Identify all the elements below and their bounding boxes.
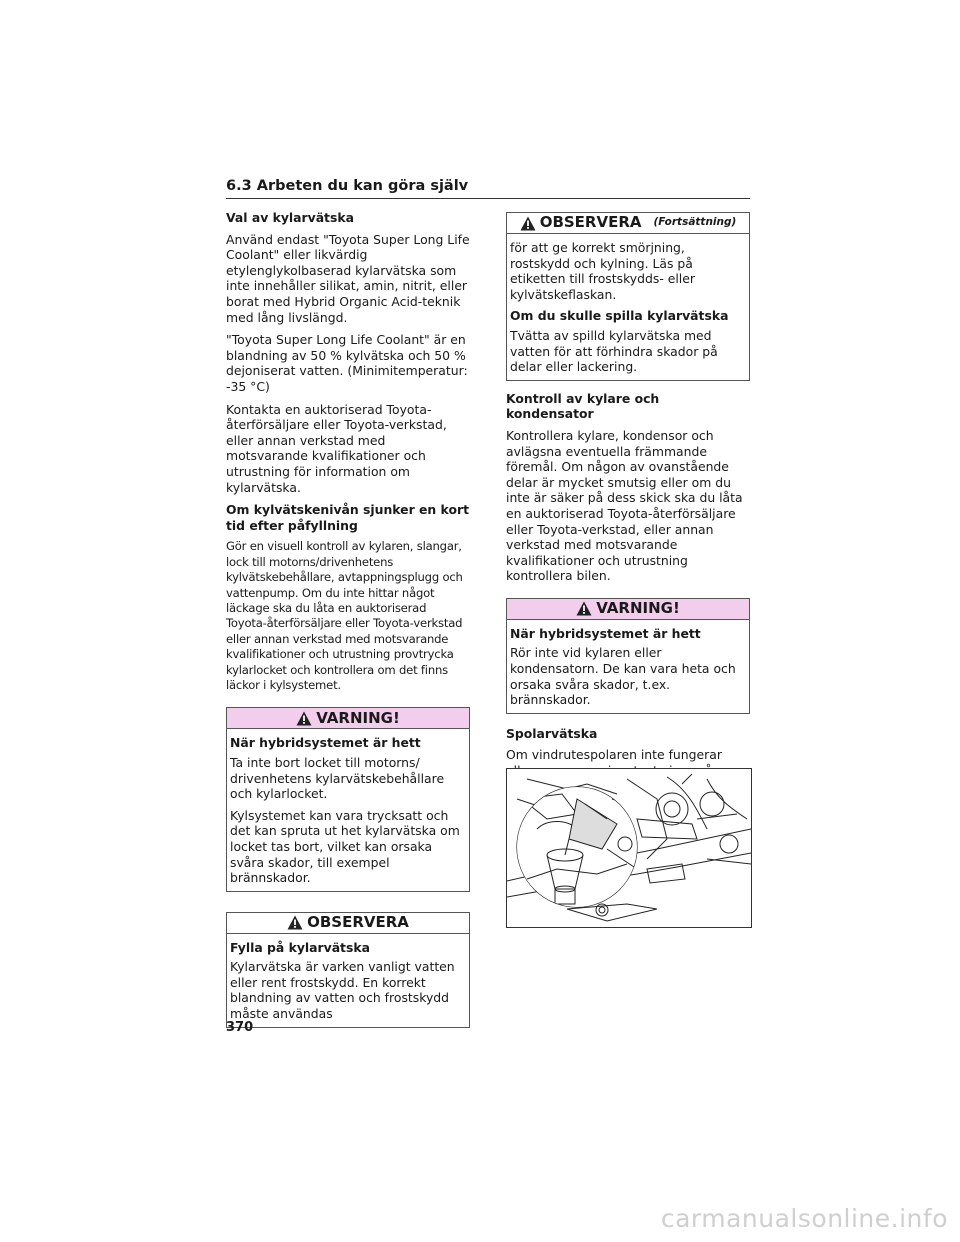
- warning-text: Kylsystemet kan vara trycksatt och det kan spruta ut het kylarvätska om locket tas bort, vilket kan orsaka svåra skador, till exempel brännskador.: [230, 807, 460, 886]
- notice-title-text: OBSERVERA: [539, 213, 642, 232]
- warning-triangle-icon: [520, 216, 536, 231]
- washer-fluid-fill-image: [507, 769, 751, 927]
- paragraph: Om vindrutespolaren inte fungerar: [506, 747, 722, 763]
- page-number: 370: [226, 1020, 254, 1035]
- warning-triangle-icon: [296, 711, 312, 726]
- warning-text: Rör inte vid kylaren eller kondensatorn. De kan vara heta och orsaka svåra skador, t.ex. brännskador.: [510, 645, 736, 708]
- section-header: 6.3 Arbeten du kan göra själv: [226, 178, 750, 199]
- warning-title-text: VARNING!: [316, 708, 400, 727]
- warning-title: [227, 708, 469, 729]
- watermark: carmanualsonline.info: [660, 1204, 948, 1233]
- notice-heading: Fylla på kylarvätska: [230, 939, 370, 955]
- paragraph: "Toyota Super Long Life Coolant" är en blandning av 50 % kylvätska och 50 % dejoniserat vatten. (Minimitemperatur: -35 °C): [226, 332, 468, 394]
- notice-title: [227, 913, 469, 934]
- left-column: [226, 210, 470, 1038]
- notice-title-text: OBSERVERA: [307, 912, 409, 931]
- notice-continued-title: [507, 213, 749, 234]
- warning-heading: När hybridsystemet är hett: [510, 625, 701, 641]
- notice-heading: Om du skulle spilla kylarvätska: [510, 308, 729, 324]
- warning-box: [226, 707, 470, 891]
- notice-continued-box: [506, 212, 750, 381]
- heading-washer-fluid: Spolarvätska: [506, 725, 598, 741]
- notice-box: [226, 912, 470, 1028]
- heading-radiator-check: Kontroll av kylare och kondensator: [506, 390, 660, 422]
- notice-text: Kylarvätska är varken vanligt vatten eller rent frostskydd. En korrekt blandning av vatten och frostskydd måste användas: [230, 959, 455, 1022]
- warning-title-text: VARNING!: [596, 599, 680, 618]
- warning-title: [507, 599, 749, 620]
- paragraph: Kontakta en auktoriserad Toyota-återförsäljare eller Toyota-verkstad, eller annan verkstad med motsvarande kvalifikationer och utrustning för information om kylarvätska.: [226, 401, 447, 495]
- paragraph: Använd endast "Toyota Super Long Life Coolant" eller likvärdig etylenglykolbaserad kylarvätska som inte innehåller silikat, amin, nitrit, eller borat med Hybrid Organic Acid-teknik med lång livslängd.: [226, 231, 470, 325]
- notice-text: för att ge korrekt smörjning, rostskydd och kylning. Läs på etiketten till frostskydds- eller kylvätskeflaskan.: [510, 240, 695, 302]
- paragraph: Gör en visuell kontroll av kylaren, slangar, lock till motorns/drivenhetens kylvätskebehållare, avtappningsplugg och vattenpump. Om du inte hittar något läckage ska du låta en auktoriserad Toyota-återförsäljare eller Toyota-verkstad eller annan verkstad med motsvarande kvalifikationer och utrustning provtrycka kylarlocket och kontrollera om det finns läckor i kylsystemet.: [226, 539, 463, 692]
- warning-text: Ta inte bort locket till motorns/ drivenhetens kylarvätskebehållare och kylarlocket.: [230, 754, 445, 802]
- heading-level-drops: Om kylvätskenivån sjunker en kort tid efter påfyllning: [226, 502, 470, 533]
- heading-coolant-choice: Val av kylarvätska: [226, 210, 354, 225]
- warning-heading: När hybridsystemet är hett: [230, 735, 421, 751]
- right-column: [506, 212, 750, 817]
- engine-bay-illustration: [506, 768, 752, 928]
- warning-box: [506, 598, 750, 714]
- paragraph: Kontrollera kylare, kondensor och avlägsna eventuella främmande föremål. Om någon av ovanstående delar är mycket smutsig eller om du inte är säker på dess skick ska du låta en auktoriserad Toyota-återförsäljare eller Toyota-verkstad, eller annan verkstad med motsvarande kvalifikationer och utrustning kontrollera bilen.: [506, 427, 743, 584]
- warning-triangle-icon: [287, 915, 303, 930]
- continued-label: (Fortsättning): [653, 216, 737, 229]
- warning-triangle-icon: [576, 601, 592, 616]
- notice-text: Tvätta av spilld kylarvätska med vatten för att förhindra skador på delar eller lackering.: [510, 327, 718, 375]
